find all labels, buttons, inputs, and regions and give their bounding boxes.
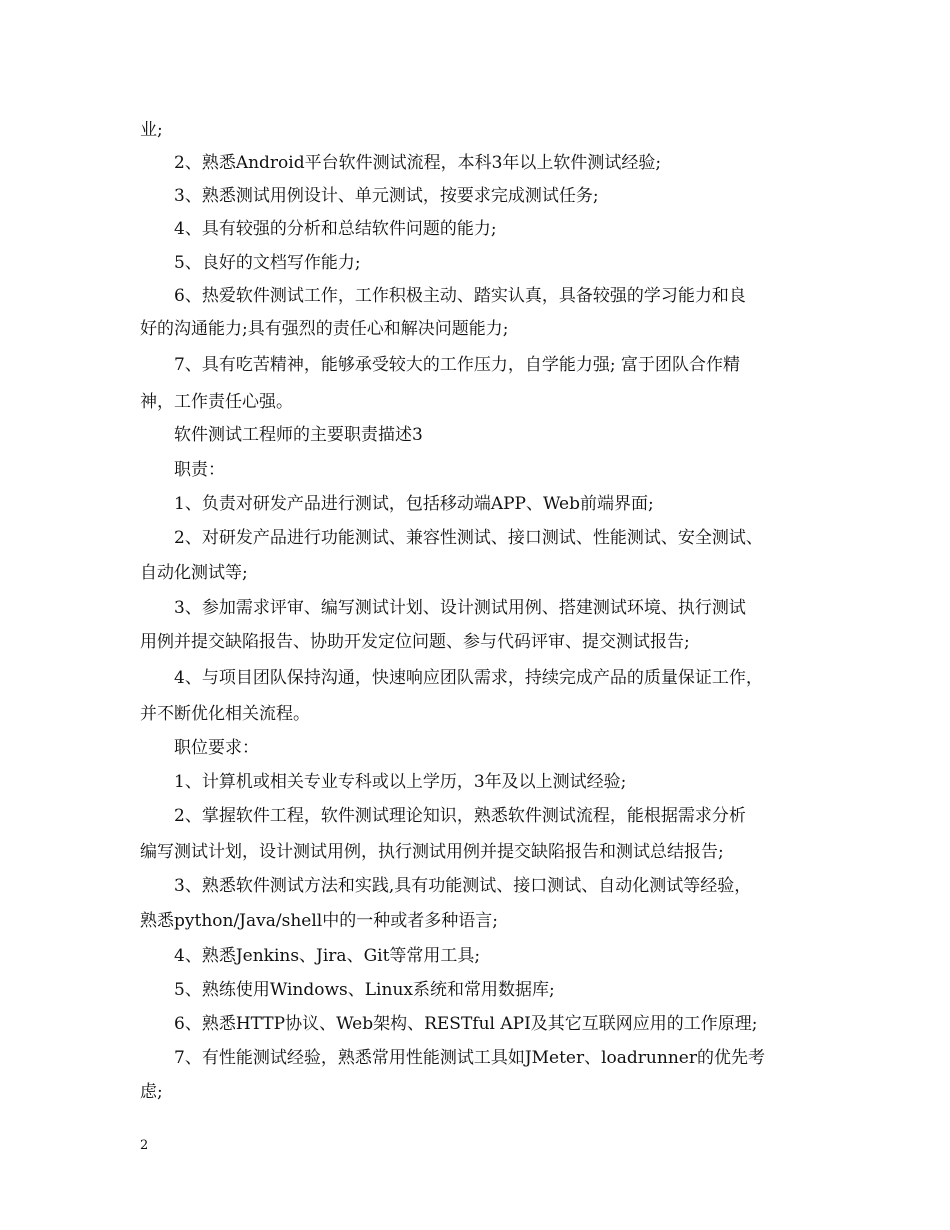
- text-line: 虑;: [140, 1082, 163, 1102]
- text-line: 4、具有较强的分析和总结软件问题的能力;: [174, 219, 497, 239]
- text-line: 自动化测试等;: [140, 563, 248, 583]
- text-line: 7、有性能测试经验，熟悉常用性能测试工具如JMeter、loadrunner的优先考: [174, 1048, 765, 1068]
- text-line: 2、对研发产品进行功能测试、兼容性测试、接口测试、性能测试、安全测试、: [174, 528, 763, 548]
- text-line: 2、熟悉Android平台软件测试流程，本科3年以上软件测试经验;: [174, 153, 662, 173]
- text-line: 业;: [140, 120, 163, 140]
- page-number: 2: [140, 1138, 149, 1153]
- text-line: 3、熟悉软件测试方法和实践,具有功能测试、接口测试、自动化测试等经验，: [174, 876, 752, 896]
- text-line: 好的沟通能力;具有强烈的责任心和解决问题能力;: [140, 319, 509, 339]
- text-line: 熟悉python/Java/shell中的一种或者多种语言;: [140, 911, 498, 931]
- text-line: 6、熟悉HTTP协议、Web架构、RESTful API及其它互联网应用的工作原理;: [174, 1014, 758, 1034]
- text-line: 5、良好的文档写作能力;: [174, 253, 361, 273]
- subheading-requirements: 职位要求：: [174, 738, 259, 758]
- text-line: 5、熟练使用Windows、Linux系统和常用数据库;: [174, 980, 555, 1000]
- text-line: 4、熟悉Jenkins、Jira、Git等常用工具;: [174, 946, 481, 966]
- text-line: 3、熟悉测试用例设计、单元测试，按要求完成测试任务;: [174, 186, 599, 206]
- text-line: 3、参加需求评审、编写测试计划、设计测试用例、搭建测试环境、执行测试: [174, 598, 746, 618]
- subheading-duties: 职责：: [174, 460, 225, 480]
- text-line: 4、与项目团队保持沟通，快速响应团队需求，持续完成产品的质量保证工作，: [174, 668, 763, 688]
- text-line: 2、掌握软件工程，软件测试理论知识，熟悉软件测试流程，能根据需求分析: [174, 806, 746, 826]
- text-line: 1、负责对研发产品进行测试，包括移动端APP、Web前端界面;: [174, 494, 654, 514]
- text-line: 7、具有吃苦精神，能够承受较大的工作压力，自学能力强; 富于团队合作精: [174, 355, 740, 375]
- text-line: 神，工作责任心强。: [140, 392, 293, 412]
- text-line: 6、热爱软件测试工作，工作积极主动、踏实认真，具备较强的学习能力和良: [174, 286, 746, 306]
- text-line: 编写测试计划，设计测试用例，执行测试用例并提交缺陷报告和测试总结报告;: [140, 842, 724, 862]
- text-line: 并不断优化相关流程。: [140, 704, 310, 724]
- section-heading: 软件测试工程师的主要职责描述3: [174, 425, 423, 445]
- text-line: 用例并提交缺陷报告、协助开发定位问题、参与代码评审、提交测试报告;: [140, 632, 690, 652]
- text-line: 1、计算机或相关专业专科或以上学历，3年及以上测试经验;: [174, 772, 627, 792]
